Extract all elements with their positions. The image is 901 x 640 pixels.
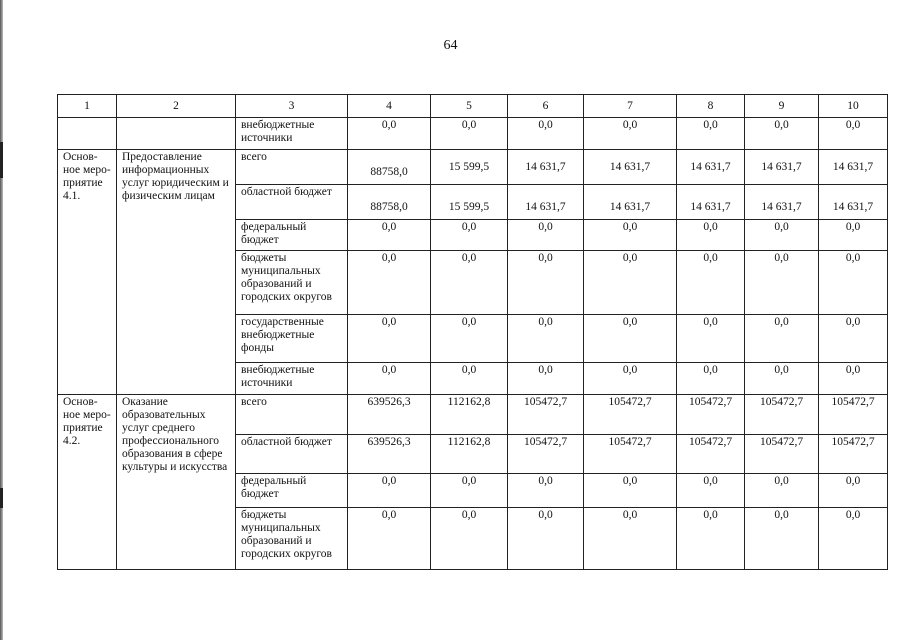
description-cell: Оказание образовательных услуг среднего профессионального образования в сфере культуры и искусства [117, 395, 236, 570]
value-cell: 14 631,7 [745, 150, 819, 185]
value-cell: 0,0 [431, 315, 508, 363]
scan-edge [0, 0, 3, 640]
value-cell: 0,0 [677, 220, 745, 251]
column-header: 4 [348, 95, 431, 118]
value-cell: 105472,7 [584, 395, 677, 435]
column-header: 5 [431, 95, 508, 118]
column-header: 2 [117, 95, 236, 118]
value-cell: 0,0 [677, 315, 745, 363]
measure-cell: Основ-ное меро-приятие 4.1. [58, 150, 117, 395]
value-cell: 0,0 [819, 474, 888, 508]
value-cell: 0,0 [677, 474, 745, 508]
source-cell: внебюджетные источники [236, 118, 348, 150]
description-cell: Предоставление информационных услуг юридическим и физическим лицам [117, 150, 236, 395]
value-cell: 0,0 [584, 508, 677, 570]
value-cell: 0,0 [745, 220, 819, 251]
value-cell: 0,0 [508, 220, 584, 251]
table-row [58, 118, 888, 150]
source-cell: всего [236, 150, 348, 185]
value-cell: 88758,0 [348, 150, 431, 185]
value-cell: 105472,7 [745, 395, 819, 435]
source-cell: бюджеты муниципальных образований и городских округов [236, 508, 348, 570]
value-cell: 0,0 [584, 251, 677, 315]
source-cell: всего [236, 395, 348, 435]
value-cell: 112162,8 [431, 435, 508, 474]
value-cell: 0,0 [819, 118, 888, 150]
value-cell: 0,0 [819, 220, 888, 251]
value-cell: 112162,8 [431, 395, 508, 435]
value-cell: 0,0 [431, 251, 508, 315]
source-cell: государственные внебюджетные фонды [236, 315, 348, 363]
value-cell: 0,0 [745, 315, 819, 363]
value-cell: 14 631,7 [508, 150, 584, 185]
value-cell: 0,0 [508, 508, 584, 570]
value-cell: 0,0 [584, 363, 677, 395]
value-cell: 14 631,7 [677, 185, 745, 220]
value-cell: 0,0 [745, 363, 819, 395]
value-cell: 105472,7 [745, 435, 819, 474]
value-cell: 0,0 [431, 220, 508, 251]
value-cell: 0,0 [745, 118, 819, 150]
source-cell: бюджеты муниципальных образований и городских округов [236, 251, 348, 315]
value-cell: 0,0 [508, 315, 584, 363]
value-cell: 14 631,7 [819, 150, 888, 185]
scan-mark [0, 142, 3, 178]
source-cell: федеральный бюджет [236, 474, 348, 508]
value-cell: 105472,7 [677, 435, 745, 474]
value-cell: 0,0 [819, 315, 888, 363]
scan-mark [0, 488, 3, 508]
value-cell: 0,0 [431, 118, 508, 150]
value-cell: 0,0 [819, 251, 888, 315]
value-cell: 0,0 [677, 363, 745, 395]
value-cell: 0,0 [508, 363, 584, 395]
value-cell: 0,0 [745, 251, 819, 315]
measure-cell [58, 118, 117, 150]
source-cell: федеральный бюджет [236, 220, 348, 251]
column-header: 9 [745, 95, 819, 118]
value-cell: 0,0 [348, 220, 431, 251]
value-cell: 0,0 [348, 315, 431, 363]
value-cell: 639526,3 [348, 395, 431, 435]
value-cell: 0,0 [431, 508, 508, 570]
value-cell: 0,0 [584, 118, 677, 150]
header-row [58, 95, 888, 118]
value-cell: 0,0 [819, 363, 888, 395]
column-header: 7 [584, 95, 677, 118]
table-row [58, 395, 888, 435]
column-header: 3 [236, 95, 348, 118]
value-cell: 105472,7 [584, 435, 677, 474]
column-header: 8 [677, 95, 745, 118]
column-header: 6 [508, 95, 584, 118]
value-cell: 0,0 [677, 118, 745, 150]
value-cell: 14 631,7 [584, 150, 677, 185]
value-cell: 14 631,7 [677, 150, 745, 185]
value-cell: 105472,7 [508, 395, 584, 435]
measure-cell: Основ-ное меро-приятие 4.2. [58, 395, 117, 570]
value-cell: 0,0 [584, 220, 677, 251]
page-number: 64 [443, 38, 458, 53]
value-cell: 0,0 [348, 508, 431, 570]
description-cell [117, 118, 236, 150]
table-row [58, 150, 888, 185]
value-cell: 0,0 [508, 118, 584, 150]
column-header: 1 [58, 95, 117, 118]
value-cell: 0,0 [348, 251, 431, 315]
budget-table [57, 94, 888, 570]
value-cell: 14 631,7 [819, 185, 888, 220]
source-cell: областной бюджет [236, 185, 348, 220]
value-cell: 0,0 [584, 474, 677, 508]
source-cell: областной бюджет [236, 435, 348, 474]
value-cell: 0,0 [677, 508, 745, 570]
value-cell: 0,0 [508, 251, 584, 315]
value-cell: 15 599,5 [431, 185, 508, 220]
value-cell: 0,0 [348, 474, 431, 508]
source-cell: внебюджетные источники [236, 363, 348, 395]
value-cell: 0,0 [745, 508, 819, 570]
value-cell: 105472,7 [819, 435, 888, 474]
value-cell: 0,0 [677, 251, 745, 315]
value-cell: 105472,7 [508, 435, 584, 474]
value-cell: 14 631,7 [584, 185, 677, 220]
value-cell: 0,0 [508, 474, 584, 508]
value-cell: 88758,0 [348, 185, 431, 220]
value-cell: 105472,7 [819, 395, 888, 435]
column-header: 10 [819, 95, 888, 118]
value-cell: 0,0 [745, 474, 819, 508]
value-cell: 0,0 [431, 363, 508, 395]
value-cell: 105472,7 [677, 395, 745, 435]
value-cell: 14 631,7 [508, 185, 584, 220]
value-cell: 0,0 [348, 118, 431, 150]
value-cell: 639526,3 [348, 435, 431, 474]
value-cell: 0,0 [819, 508, 888, 570]
value-cell: 0,0 [348, 363, 431, 395]
value-cell: 14 631,7 [745, 185, 819, 220]
value-cell: 15 599,5 [431, 150, 508, 185]
value-cell: 0,0 [584, 315, 677, 363]
value-cell: 0,0 [431, 474, 508, 508]
